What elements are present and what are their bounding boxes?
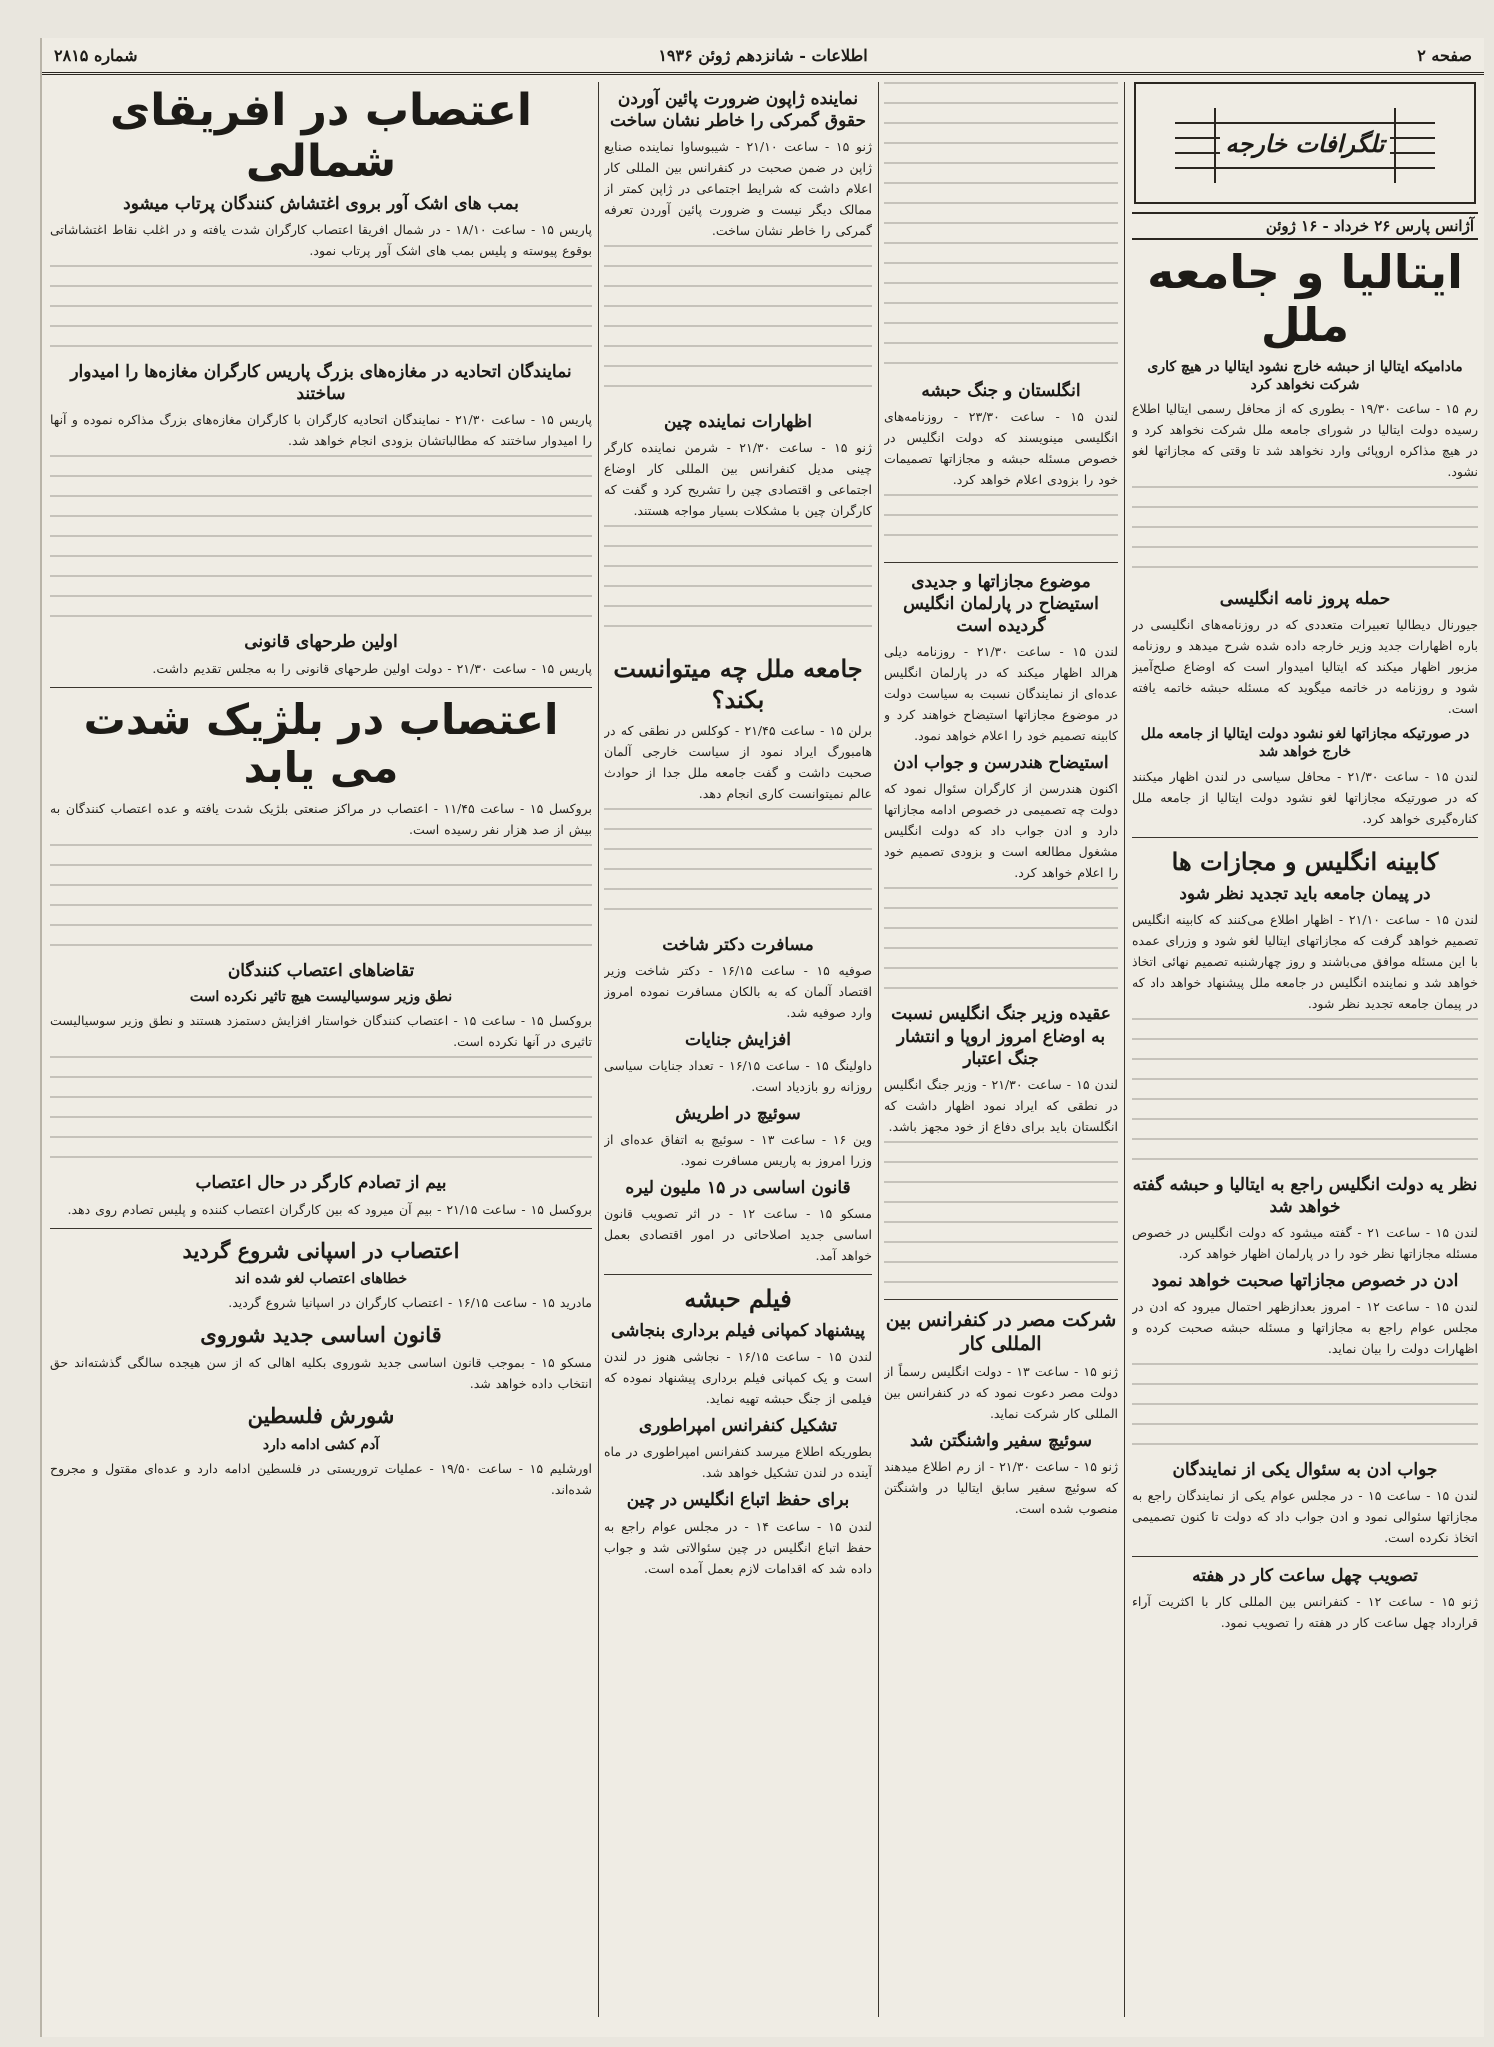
article-text: رم ۱۵ - ساعت ۱۹/۳۰ - بطوری که از محافل رسمی ایتالیا اطلاع رسیده دولت ایتالیا در شورای جامعه ملل شرکت نخواهد کرد و در هیچ مذاکره اروپائی وارد نخواهد شد تا وقتی که مجازاتها لغو نشود. [1132,401,1478,480]
text-filler [50,1056,592,1166]
headline-belgium: اعتصاب در بلژیک شدت می یابد [83,694,559,792]
article-text: بروکسل ۱۵ - ساعت ۲۱/۱۵ - بیم آن میرود که بین کارگران اعتصاب کننده و پلیس تصادم روی دهد. [67,1201,592,1217]
article-text: لندن ۱۵ - ساعت ۲۱/۱۰ - اظهار اطلاع می‌کنند که کابینه انگلیس تصمیم خواهد گرفت که مجازاتهای ایتالیا لغو شود و وزرای عمده با این مسئله موافق می‌باشند و روز چهارشنبه تصمیم نهائی اتخاذ خواهد شد و نماینده انگلیس در جامعه ملل پیشنهاد خواهد داد که در پیمان جامعه تجدید نظر شود. [1132,911,1478,1011]
article-title: عقیده وزیر جنگ انگلیس نسبت به اوضاع امروز اروپا و انتشار جنگ اعتبار [891,1004,1111,1069]
article-text: بطوریکه اطلاع میرسد کنفرانس امپراطوری در ماه آینده در لندن تشکیل خواهد شد. [604,1444,872,1481]
article-title: در صورتیکه مجازاتها لغو نشود دولت ایتالیا از جامعه ملل خارج خواهد شد [1140,726,1470,761]
page-label: صفحه ۲ [1417,46,1472,65]
article-title: شرکت مصر در کنفرانس بین المللی کار [885,1308,1117,1356]
article-text: لندن ۱۵ - ساعت ۲۱/۳۰ - روزنامه دیلی هرالد اظهار میکند که در پارلمان انگلیس عده‌ای از نمایندگان نسبت به سیاست دولت در موضوع مجازاتها استیضاح خواهند کرد و کابینه تصمیم خود را اعلام خواهد نمود. [884,644,1118,744]
column-right [1132,82,1478,2017]
article-title: اظهارات نماینده چین [663,412,813,433]
article-subtitle: پیشنهاد کمپانی فیلم برداری بنجاشی [610,1321,866,1342]
article-text: ژنو ۱۵ - ساعت ۲۱/۳۰ - از رم اطلاع میدهند که سوئیچ سفیر سابق ایتالیا در واشنگتن منصوب شده است. [884,1459,1118,1517]
article-subtitle: نطق وزیر سوسیالیست هیچ تاثیر نکرده است [189,989,453,1006]
article-text: لندن ۱۵ - ساعت ۱۴ - در مجلس عوام راجع به حفظ اتباع انگلیس در چین سئوالاتی شد و جواب داده شد که اقدامات لازم بعمل آمده است. [604,1518,872,1576]
text-filler [50,265,592,355]
article-title: سوئیچ سفیر واشنگتن شد [910,1431,1092,1452]
article-title: استیضاح هندرسن و جواب ادن [893,753,1109,774]
column-rule [878,82,879,2017]
article-text: لندن ۱۵ - ساعت ۲۱/۳۰ - وزیر جنگ انگلیس در نطقی که ایراد نمود اظهار داشت که انگلستان باید برای دفاع از خود مجهز باشد. [884,1076,1118,1134]
article-title: اعتصاب در اسپانی شروع گردید [182,1237,460,1263]
article-text: برلن ۱۵ - ساعت ۲۱/۴۵ - کوکلس در نطقی که در هامبورگ ایراد نمود از سیاست خارجی آلمان صحبت داشت و گفت جامعه ملل جدا از حوادث عالم نمیتوانست کاری انجام دهد. [604,722,872,801]
article-text: اکنون هندرسن از کارگران سئوال نمود که دولت چه تصمیمی در خصوص ادامه مجازاتها دارد و ادن جواب داد که دولت انگلیس مشغول مطالعه است و بزودی تصمیم خود را اعلام خواهد کرد. [884,781,1118,881]
paper-date: اطلاعات - شانزدهم ژوئن ۱۹۳۶ [658,46,868,65]
article-title: تشکیل کنفرانس امپراطوری [638,1416,838,1437]
article-text: بروکسل ۱۵ - ساعت ۱۱/۴۵ - اعتصاب در مراکز صنعتی بلژیک شدت یافته و عده اعتصاب کنندگان به بیش از صد هزار نفر رسیده است. [50,801,592,838]
column-mid-right [884,82,1118,2017]
article-text: لندن ۱۵ - ساعت ۲۳/۳۰ - روزنامه‌های انگلیسی مینویسند که دولت انگلیس در خصوص مسئله حبشه و مجازاتها تصمیمات خود را بزودی اعلام خواهد کرد. [884,409,1118,488]
masthead [42,38,1484,75]
article-title: اولین طرحهای قانونی [244,632,398,653]
article-text: صوفیه ۱۵ - ساعت ۱۶/۱۵ - دکتر شاخت وزیر اقتصاد آلمان که به بالکان مسافرت نموده امروز وارد صوفیه شد. [604,962,872,1020]
article-title: جامعه ملل چه میتوانست بکند؟ [613,654,863,715]
article-title: ادن در خصوص مجازاتها صحبت خواهد نمود [1151,1271,1459,1292]
article-subtitle: خطاهای اعتصاب لغو شده اند [234,1270,408,1287]
article-title: حمله پروز نامه انگلیسی [1219,589,1391,610]
column-left [50,82,592,2017]
article-title: کابینه انگلیس و مجازات ها [1171,846,1439,876]
article-title: شورش فلسطین [247,1403,395,1429]
subhead-italy: مادامیکه ایتالیا از حبشه خارج نشود ایتالیا در هیچ کاری شرکت نخواهد کرد [1147,358,1463,393]
article-title: بیم از تصادم کارگر در حال اعتصاب [195,1173,447,1194]
newspaper-page [40,38,1484,2037]
text-filler [604,808,872,928]
article-title: جواب ادن به سئوال یکی از نمایندگان [1172,1460,1438,1481]
article-subtitle: بمب های اشک آور بروی اغتشاش کنندگان پرتاب میشود [123,194,519,215]
article-text: ژنو ۱۵ - ساعت ۲۱/۳۰ - شرمن نماینده کارگر چینی مدیل کنفرانس بین المللی کار اوضاع اجتماعی و اقتصادی چین را تشریح کرد و گفت که کارگران چین با مشکلات بسیار مواجه هستند. [604,440,872,519]
article-text: اورشلیم ۱۵ - ساعت ۱۹/۵۰ - عملیات تروریستی در فلسطین ادامه دارد و عده‌ای مقتول و مجروح شده‌اند. [50,1460,592,1497]
issue-number: شماره ۲۸۱۵ [54,46,138,65]
article-title: موضوع مجازاتها و جدیدی استیضاح در پارلمان انگلیس گردیده است [903,572,1099,637]
text-filler [1132,1018,1478,1168]
article-text: مادرید ۱۵ - ساعت ۱۶/۱۵ - اعتصاب کارگران در اسپانیا شروع گردید. [228,1295,592,1311]
article-title: نظر یه دولت انگلیس راجع به ایتالیا و حبشه گفته خواهد شد [1132,1174,1478,1217]
article-text: لندن ۱۵ - ساعت ۱۲ - امروز بعدازظهر احتمال میرود که ادن در مجلس عوام راجع به مجازاتها و مسئله حبشه صحبت کرده و اظهارات دولت را بیان نماید. [1132,1299,1478,1357]
text-filler [604,525,872,645]
headline-north-africa: اعتصاب در افریقای شمالی [109,85,533,187]
article-text: پاریس ۱۵ - ساعت ۱۸/۱۰ - در شمال افریقا اعتصاب کارگران شدت یافته و در اغلب نقاط اغتشاشاتی بوقوع پیوسته و پلیس بمب های اشک آور پرتاب نمود. [50,222,592,259]
article-title: مسافرت دکتر شاخت [662,934,814,955]
article-text: وین ۱۶ - ساعت ۱۳ - سوئیچ به اتفاق عده‌ای از وزرا امروز به پاریس مسافرت نمود. [604,1131,872,1168]
article-title: تصویب چهل ساعت کار در هفته [1192,1566,1418,1587]
text-filler [50,844,592,954]
article-text: ژنو ۱۵ - ساعت ۲۱/۱۰ - شیبوساوا نماینده صنایع ژاپن در ضمن صحبت در کنفرانس بین المللی کار اعلام داشت که شرایط اجتماعی در ژاپن کمتر از ممالک دیگر نیست و ضرورت پائین آوردن تعرفه گمرکی را خاطر نشان ساخت. [604,139,872,239]
article-text: لندن ۱۵ - ساعت ۱۵ - در مجلس عوام یکی از نمایندگان راجع به مجازاتها سئوالی نمود و ادن جواب داد که دولت تا کنون تصمیمی اتخاذ نکرده است. [1132,1488,1478,1546]
text-filler [884,82,1118,374]
article-subtitle: در پیمان جامعه باید تجدید نظر شود [1179,883,1431,904]
article-title: انگلستان و جنگ حبشه [921,381,1081,401]
article-subtitle: آدم کشی ادامه دارد [262,1436,380,1453]
column-rule [598,82,599,2017]
article-text: پاریس ۱۵ - ساعت ۲۱/۳۰ - نمایندگان اتحادیه کارگران با کارگران مغازه‌های بزرگ مذاکره نموده و آنها را امیدوار ساختند که مطالباتشان بزودی انجام خواهد شد. [50,412,592,449]
article-text: لندن ۱۵ - ساعت ۱۶/۱۵ - نجاشی هنوز در لندن است و یک کمپانی فیلم برداری پیشنهاد نموده که فیلمی از جنگ حبشه تهیه نماید. [604,1349,872,1407]
article-text: جیورنال دیطالیا تعبیرات متعددی که در روزنامه‌های انگلیسی در باره اظهارات جدید وزیر خارجه داده شده شرح میدهد و روزنامه مزبور اظهار میکند که ایتالیا امیدوار است که اوضاع صلح‌آمیز شود و روزنامه در خاتمه میگوید که مسئله حبشه خاتمه یافته است. [1132,617,1478,717]
section-logo [1134,82,1476,204]
article-text: لندن ۱۵ - ساعت ۲۱ - گفته میشود که دولت انگلیس در خصوص مسئله مجازاتها نظر خود را در پارلمان اظهار خواهد کرد. [1132,1225,1478,1262]
text-filler [604,245,872,405]
article-text: ژنو ۱۵ - ساعت ۱۲ - کنفرانس بین المللی کار با اکثریت آراء قرارداد چهل ساعت کار در هفته را تصویب نمود. [1132,1594,1478,1631]
text-filler [884,887,1118,997]
text-filler [884,494,1118,554]
article-title: قانون اساسی جدید شوروی [200,1322,442,1348]
article-title: نمایندگان اتحادیه در مغازه‌های بزرگ پاریس کارگران مغازه‌ها را امیدوار ساختند [70,362,572,405]
article-title: افزایش جنایات [684,1029,791,1050]
article-text: بروکسل ۱۵ - ساعت ۱۵ - اعتصاب کنندگان خواستار افزایش دستمزد هستند و نطق وزیر سوسیالیست تاثیری در آنها نکرده است. [50,1013,592,1050]
article-text: مسکو ۱۵ - بموجب قانون اساسی جدید شوروی بکلیه اهالی که از سن هیجده سالگی گذشته‌اند حق انتخاب داده خواهد شد. [50,1355,592,1392]
article-text: مسکو ۱۵ - ساعت ۱۲ - در اثر تصویب قانون اساسی جدید اصلاحاتی در امور اقتصادی بعمل خواهد آمد. [604,1206,872,1264]
article-text: پاریس ۱۵ - ساعت ۲۱/۳۰ - دولت اولین طرحهای قانونی را به مجلس تقدیم داشت. [152,660,592,676]
text-filler [50,455,592,625]
article-title: برای حفظ اتباع انگلیس در چین [626,1490,850,1511]
article-title: قانون اساسی در ۱۵ ملیون لیره [625,1177,851,1198]
column-middle [604,82,872,2017]
text-filler [884,1141,1118,1291]
section-logo-text: تلگرافات خارجه [1220,129,1391,158]
article-text: لندن ۱۵ - ساعت ۲۱/۳۰ - محافل سیاسی در لندن اظهار میکنند که در صورتیکه مجازاتها لغو نشود دولت ایتالیا از جامعه ملل کناره‌گیری خواهد کرد. [1132,768,1478,826]
article-title: سوئیچ در اطریش [675,1103,801,1124]
article-text: ژنو ۱۵ - ساعت ۱۳ - دولت انگلیس رسماً از دولت مصر دعوت نمود که در کنفرانس بین المللی کار شرکت نماید. [884,1364,1118,1422]
article-title: فیلم حبشه [684,1284,792,1314]
text-filler [1132,486,1478,582]
column-rule [1124,82,1125,2017]
article-text: داولینگ ۱۵ - ساعت ۱۶/۱۵ - تعداد جنایات سیاسی روزانه رو بازدیاد است. [604,1057,872,1094]
article-title: تقاضاهای اعتصاب کنندگان [227,961,415,982]
text-filler [1132,1363,1478,1453]
headline-italy-league: ایتالیا و جامعه ملل [1147,245,1463,352]
dateline: آژانس پارس ۲۶ خرداد - ۱۶ ژوئن [1132,212,1478,240]
article-title: نماینده ژاپون ضرورت پائین آوردن حقوق گمرکی را خاطر نشان ساخت [610,89,866,132]
